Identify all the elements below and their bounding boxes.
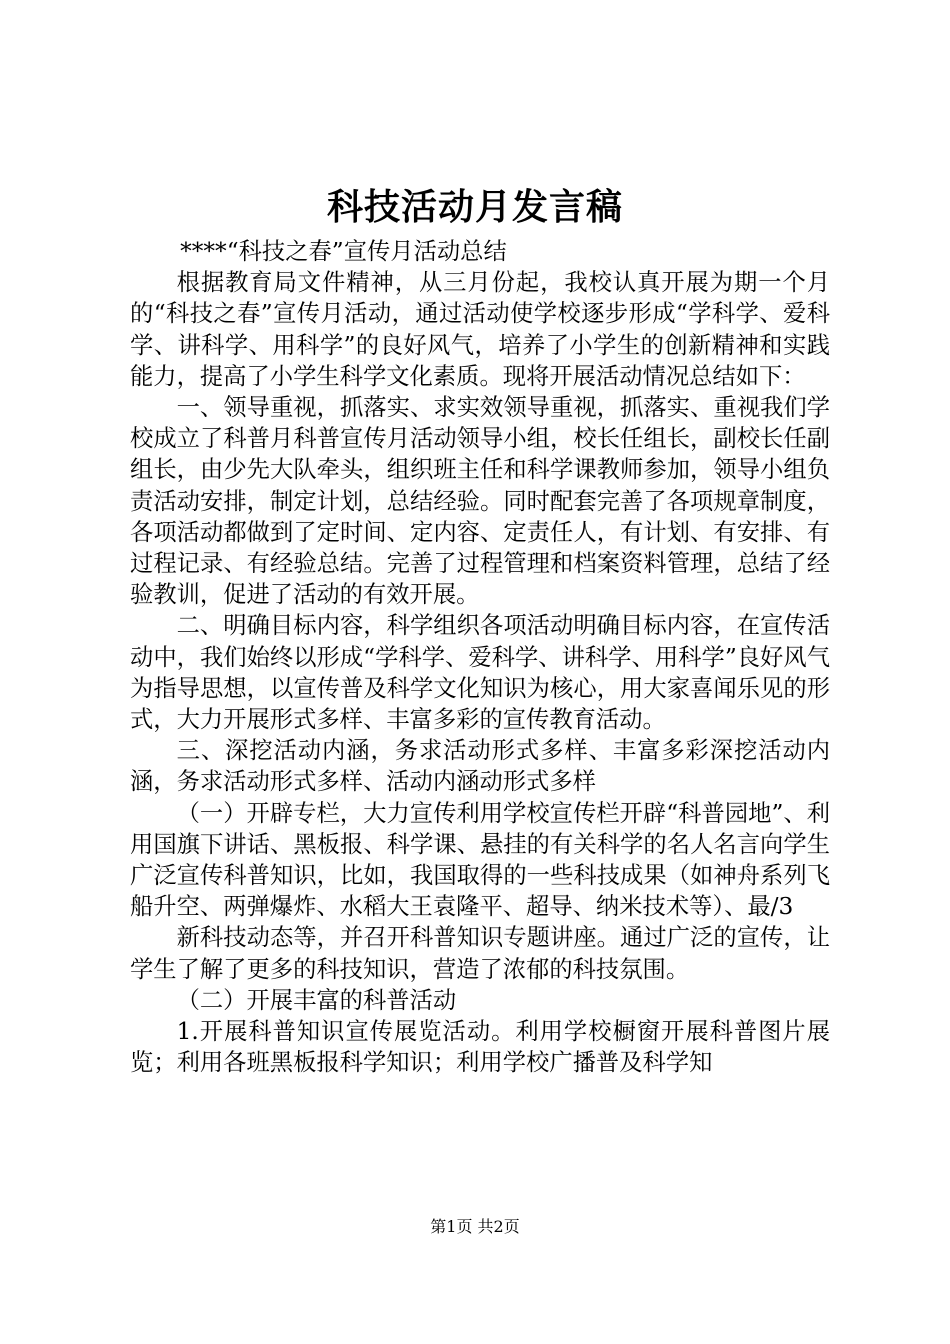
- document-title: 科技活动月发言稿: [326, 186, 623, 228]
- paragraph-continuation: 新科技动态等，并召开科普知识专题讲座。通过广泛的宣传，让学生了解了更多的科技知识，营造了浓郁的科技氛围。: [130, 924, 830, 983]
- paragraph-item-1: 1.开展科普知识宣传展览活动。利用学校橱窗开展科普图片展览；利用各班黑板报科学知识；利用学校广播普及科学知: [130, 1018, 830, 1077]
- paragraph-subsection-2: （二）开展丰富的科普活动: [176, 986, 457, 1014]
- page-number-footer: 第1页 共2页: [430, 1217, 520, 1236]
- paragraph-section-2: 二、明确目标内容，科学组织各项活动明确目标内容，在宣传活动中，我们始终以形成“学科学、爱科学、讲科学、用科学”良好风气为指导思想，以宣传普及科学文化知识为核心，用大家喜闻乐见的形式，大力开展形式多样、丰富多彩的宣传教育活动。: [130, 612, 830, 734]
- report-subtitle: ****“科技之春”宣传月活动总结: [180, 238, 507, 265]
- paragraph-intro: 根据教育局文件精神，从三月份起，我校认真开展为期一个月的“科技之春”宣传月活动，通过活动使学校逐步形成“学科学、爱科学、讲科学、用科学”的良好风气，培养了小学生的创新精神和实践能力，提高了小学生科学文化素质。现将开展活动情况总结如下：: [130, 269, 830, 390]
- document-body: [130, 236, 830, 1078]
- paragraph-subsection-1: （一）开辟专栏，大力宣传利用学校宣传栏开辟“科普园地”、利用国旗下讲话、黑板报、科学课、悬挂的有关科学的名人名言向学生广泛宣传科普知识，比如，我国取得的一些科技成果（如神舟系列飞船升空、两弹爆炸、水稻大王袁隆平、超导、纳米技术等）、最/3: [130, 799, 830, 921]
- paragraph-section-1: 一、领导重视，抓落实、求实效领导重视，抓落实、重视我们学校成立了科普月科普宣传月活动领导小组，校长任组长，副校长任副组长，由少先大队牵头，组织班主任和科学课教师参加，领导小组负责活动安排，制定计划，总结经验。同时配套完善了各项规章制度，各项活动都做到了定时间、定内容、定责任人，有计划、有安排、有过程记录、有经验总结。完善了过程管理和档案资料管理，总结了经验教训，促进了活动的有效开展。: [130, 394, 830, 609]
- paragraph-section-3: 三、深挖活动内涵，务求活动形式多样、丰富多彩深挖活动内涵，务求活动形式多样、活动内涵动形式多样: [130, 737, 830, 796]
